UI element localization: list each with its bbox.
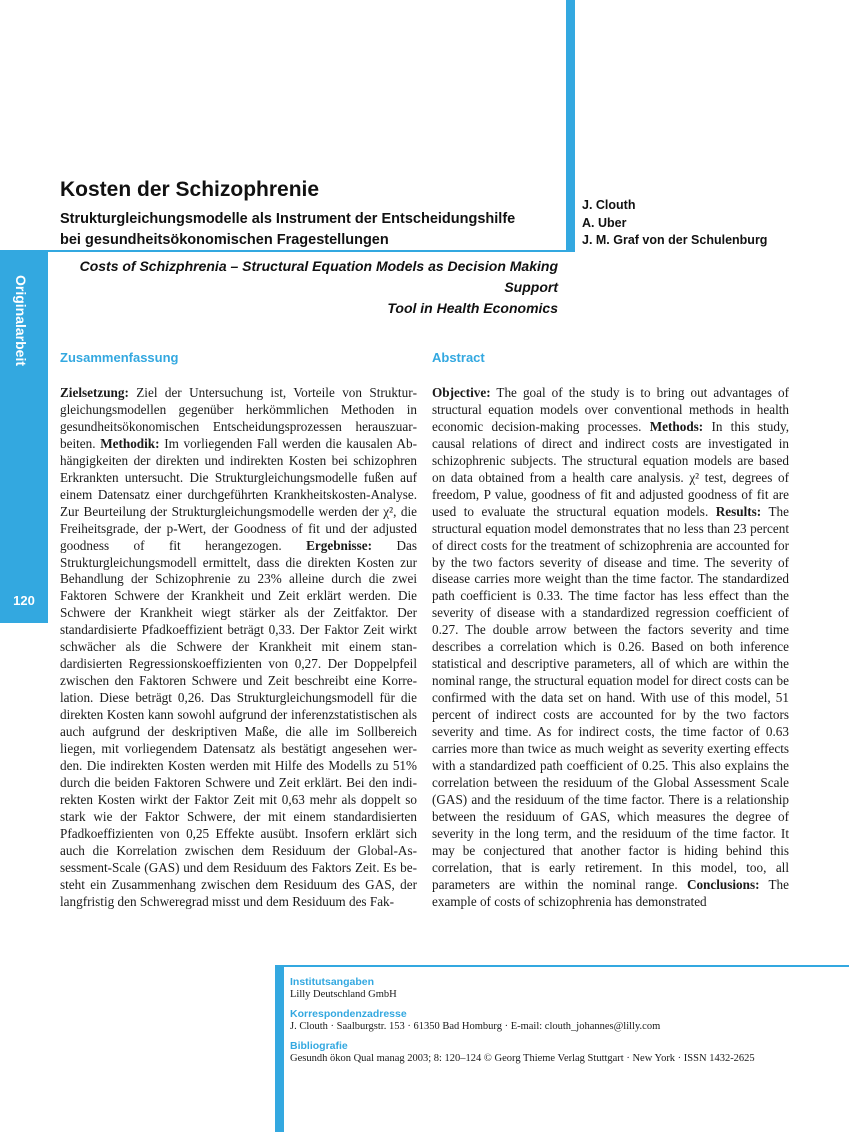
author: A. Uber xyxy=(582,215,627,230)
german-abstract-heading: Zusammenfassung xyxy=(60,350,179,365)
section-label: Methods: xyxy=(649,418,704,434)
section-label: Zielsetzung: xyxy=(60,385,129,400)
bibliography-label: Bibliografie xyxy=(290,1040,348,1052)
article-title: Kosten der Schizophrenie xyxy=(60,178,320,201)
section-text: In this study, causal relations of direct and indirect costs are investigated in schizophrenic subjects. The structural equation models are based on data obtained from a health care analysis. χ² test, degrees of freedom, P value, goodness of fit and adjusted goodness of fit are used to evaluate the structural equation models. xyxy=(432,418,789,519)
english-title-line: Tool in Health Economics xyxy=(387,300,558,316)
footer-divider-vertical xyxy=(275,965,284,1132)
footer-info xyxy=(290,976,840,1072)
article-subtitle: Strukturgleichungsmodelle als Instrument der Entscheidungshilfe bei gesundheitsökonomischen Fragestellungen xyxy=(60,211,516,248)
bibliography-text: Gesundh ökon Qual manag 2003; 8: 120–124 © Georg Thieme Verlag Stuttgart · New York · ISSN 1432-2625 xyxy=(290,1053,755,1064)
institution-label: Institutsangaben xyxy=(290,976,375,988)
correspondence-label: Korrespondenzadresse xyxy=(290,1008,407,1020)
english-abstract-heading: Abstract xyxy=(432,350,485,365)
section-label: Results: xyxy=(715,503,762,519)
header-divider-vertical xyxy=(566,0,575,251)
section-label: Objective: xyxy=(432,385,491,400)
page-number: 120 xyxy=(13,593,35,608)
section-text: The goal of the study is to bring out advantages of structural equation models over conventional methods in health economic decision-making processes. xyxy=(432,385,789,434)
english-abstract xyxy=(432,350,789,911)
section-text: Das Strukturgleichungsmodell ermittelt, dass die direkten Kosten zur Behandlung der Schizophrenie zu 23% alleine durch die zwei Faktoren Schwere der Krankheit und Zeit erklärt werden. Die Schwere der Krankheit wiegt stärker als der Zeitfaktor. Der standardisierte Pfadkoeffizient beträgt 0,33. Der Faktor Zeit wirkt schwächer als die Schwere der Krankheit mit einem standardisierten Regressionskoeffizienten von 0,27. Der Doppelpfeil zwischen den Faktoren Schwere und Zeit beschreibt eine Korrelation. Diese beträgt 0,26. Das Strukturgleichungsmodell für die direkten Kosten kann sowohl aufgrund der inferenzstatistischen als auch aufgrund der deskriptiven Maße, die alle im Sollbereich liegen, mit vorliegendem Datensatz als bestätigt angesehen werden. Die indirekten Kosten werden mit Hilfe des Modells zu 51% durch die beiden Faktoren Schwere und Zeit erklärt. Bei den indirekten Kosten wirkt der Faktor Zeit mit 0,63 mehr als doppelt so stark wie der Faktor Schwere, der mit einem standardisierten Pfadkoeffizienten von 0,25 Effekte ausübt. Insofern erklärt sich auch die Korrelation zwischen dem Residuum der Global-Assessment-Scale (GAS) und dem Residuum des Faktors Zeit. Es besteht ein Zusammenhang zwischen dem Residuum des GAS, der langfristig den Schweregrad misst und dem Residuum des Fak- xyxy=(60,537,418,909)
author: J. M. Graf von der Schulenburg xyxy=(582,233,768,247)
english-abstract-text xyxy=(432,385,789,911)
author: J. Clouth xyxy=(582,198,636,212)
english-title-line: Costs of Schizphrenia – Structural Equation Models as Decision Making Support xyxy=(79,258,558,295)
section-label: Conclusions: xyxy=(686,876,760,892)
german-abstract xyxy=(60,350,417,911)
correspondence-text: J. Clouth · Saalburgstr. 153 · 61350 Bad Homburg · E-mail: clouth_johannes@lilly.com xyxy=(290,1021,661,1032)
institution-text: Lilly Deutschland GmbH xyxy=(290,989,397,1000)
side-tab-label: Originalarbeit xyxy=(13,275,29,367)
section-text: Ziel der Untersuchung ist, Vorteile von Strukturgleichungsmodellen gegenüber herkömmlichen Methoden in gesundheitsökonomischen Entscheidungsprozessen herauszuarbeiten. xyxy=(60,385,417,451)
english-title xyxy=(60,256,558,319)
section-text: The structural equation model demonstrates that no less than 23 percent of direct costs for the treatment of schizophrenia are accounted for by the two factors severity of disease and time. The severity of disease carries more weight than the time factor. The standardized path coefficient is 0.33. The time factor has less effect than the severity of disease with a standardized regression coefficient of 0.27. The double arrow between the factors severity and time describes a correlation which is 0.26. Based on both inference statistical and descriptive parameters, all of which are within the nominal range, the structural equation model for direct costs can be confirmed with the data set on hand. With use of this model, 51 percent of indirect costs are accounted for by the two factors severity and time. As for indirect costs, the time factor of 0.63 carries more than twice as much weight as severity exerting effects with a standardized path coefficient of 0.25. This also explains the correlation between the residuum of the Global Assessment Scale (GAS) and the residuum of the time factor. There is a relationship between the residuum of GAS, which measures the degree of severity in the long term, and the residuum of the time factor. It may be conjectured that another factor is hiding behind this correlation, that is early retirement. In this model, too, all parameters are within the nominal range. xyxy=(432,503,789,892)
section-label: Ergebnisse: xyxy=(306,537,373,553)
german-abstract-text xyxy=(60,385,417,911)
section-text: The example of costs of schizophrenia has demonstrated xyxy=(432,876,789,909)
section-text: Im vorliegenden Fall werden die kausalen Abhängigkeiten der direkten und indirekten Kosten bei schizophren Erkrankten untersucht. Die Strukturgleichungsmodelle fußen auf einem Datensatz einer durchgeführten Krankheitskosten-Analyse. Zur Beurteilung der Strukturgleichungsmodelle werden der χ², die Freiheitsgrade, der p-Wert, der Goodness of fit und der adjusted goodness of fit herangezogen. xyxy=(60,435,417,553)
footer-divider-horizontal xyxy=(275,965,849,967)
section-label: Methodik: xyxy=(100,435,160,451)
author-list xyxy=(582,197,767,250)
